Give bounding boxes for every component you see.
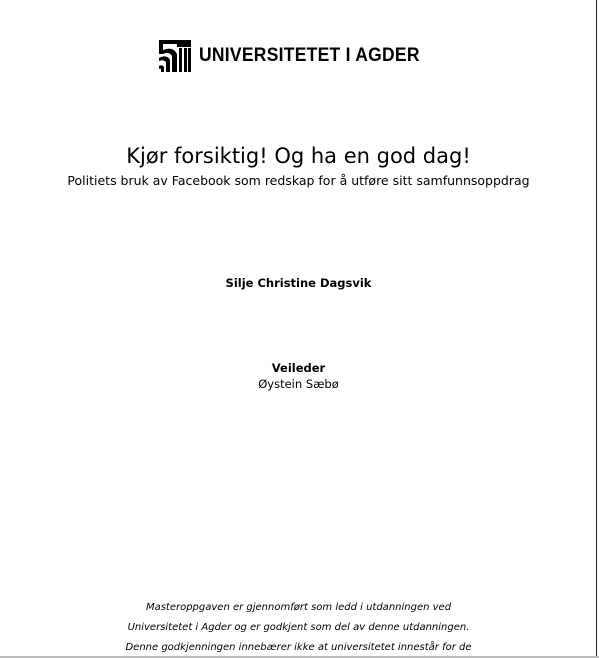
- thesis-title: Kjør forsiktig! Og ha en god dag!: [126, 144, 471, 168]
- university-logo: [0, 40, 597, 72]
- approval-note-line: Denne godkjenningen innebærer ikke at universitetet innestår for de: [125, 642, 472, 653]
- supervisor-label: Veileder: [271, 361, 326, 375]
- approval-note-line: Masteroppgaven er gjennomført som ledd i utdanningen ved: [145, 602, 452, 613]
- supervisor-name: Øystein Sæbø: [258, 377, 339, 391]
- approval-note-line: Universitetet i Agder og er godkjent som del av denne utdanningen.: [127, 622, 470, 633]
- logo-wordmark: UNIVERSITETET I AGDER: [198, 45, 420, 66]
- approval-note: [0, 598, 597, 658]
- university-emblem-icon: [159, 40, 191, 72]
- author-name: Silje Christine Dagsvik: [225, 276, 372, 290]
- thesis-subtitle: Politiets bruk av Facebook som redskap for å utføre sitt samfunnsoppdrag: [67, 173, 530, 188]
